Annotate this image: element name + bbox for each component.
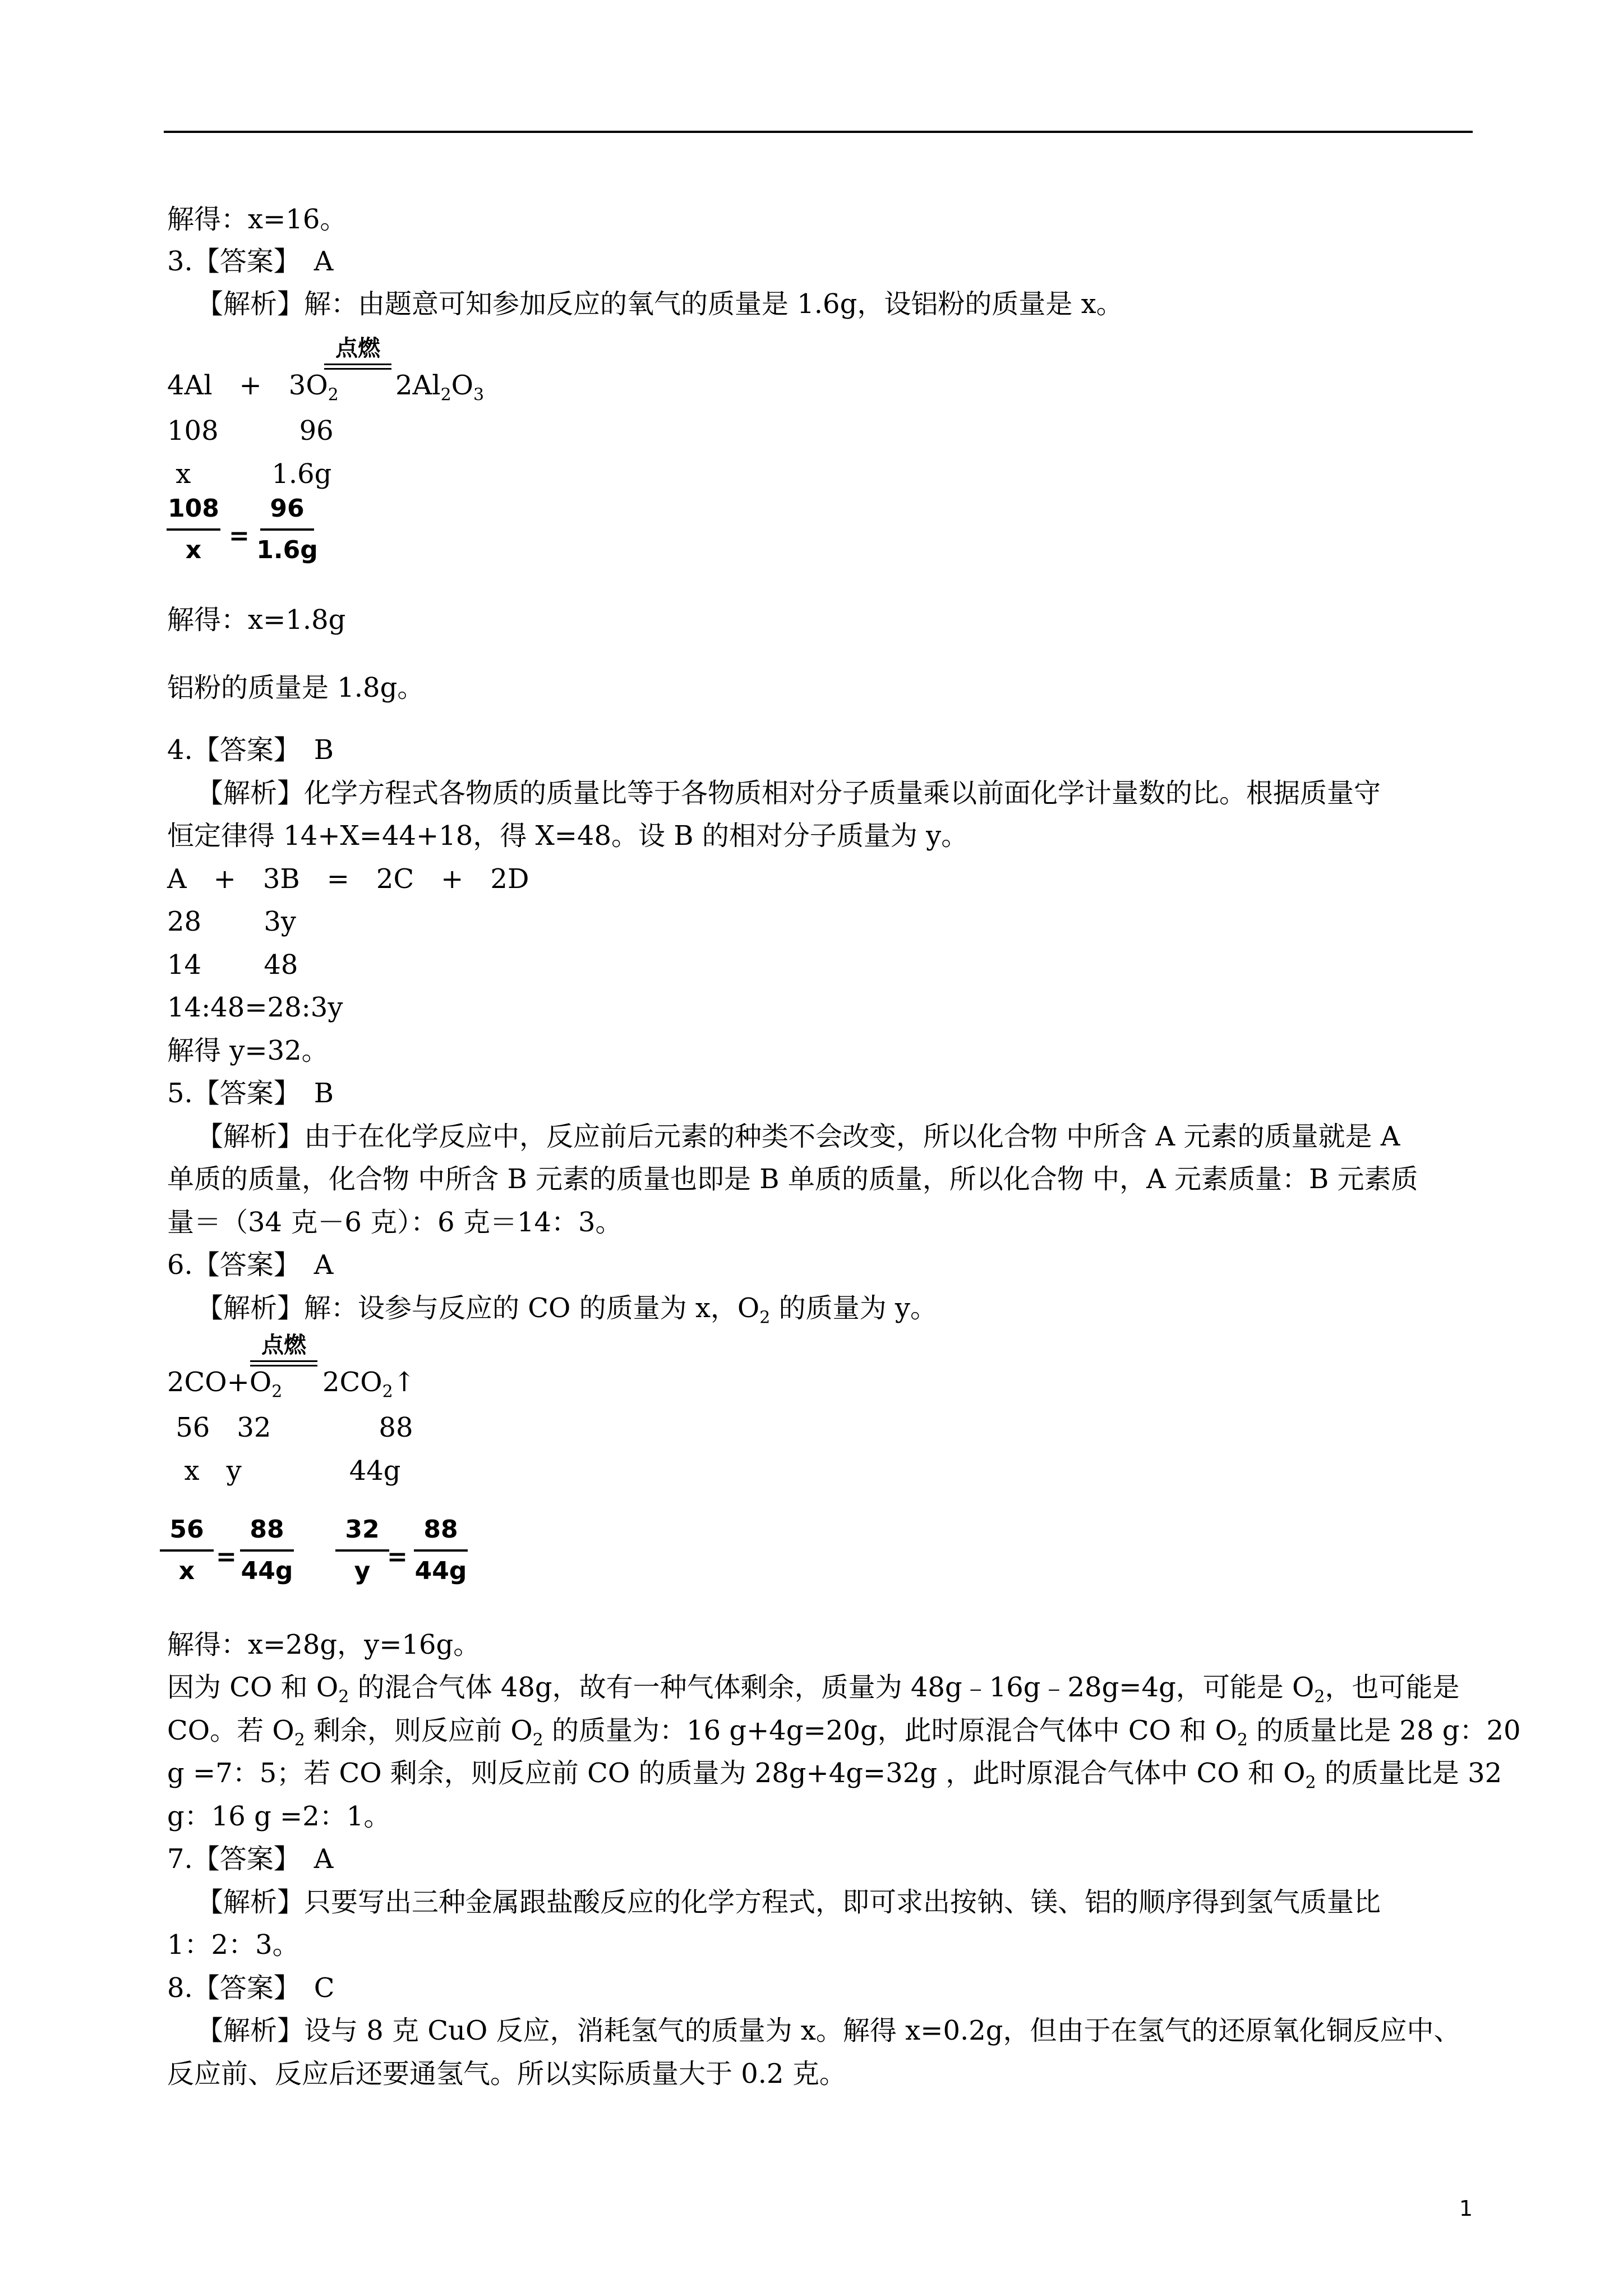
fraction: 96 1.6g (256, 494, 318, 564)
analysis-6: 【解析】解：设参与反应的 CO 的质量为 x，$O_2$ 的质量为 y。 (196, 1292, 938, 1328)
text-line: 单质的质量，化合物 中所含 B 元素的质量也即是 B 单质的质量，所以化合物 中，A 元素质量：B 元素质 (167, 1163, 1418, 1195)
text-line: 56 32 88 (167, 1412, 413, 1443)
header-rule (164, 131, 1473, 133)
text-line: 14:48=28:3y (167, 992, 343, 1023)
fraction: 88 44g (241, 1515, 293, 1585)
page-number: 1 (1459, 2196, 1473, 2221)
text-line: 铝粉的质量是 1.8g。 (167, 672, 425, 703)
analysis-3: 【解析】解：由题意可知参加反应的氧气的质量是 1.6g，设铝粉的质量是 x。 (196, 288, 1123, 320)
text-line: A + 3B = 2C + 2D (167, 863, 529, 895)
text-line: g =7：5；若 CO 剩余，则反应前 CO 的质量为 28g+4g=32g ，此时原混合气体中 CO 和 $O_2$ 的质量比是 32 (167, 1757, 1502, 1793)
analysis-8: 【解析】设与 8 克 CuO 反应，消耗氢气的质量为 x。解得 x=0.2g，但由于在氢气的还原氧化铜反应中、 (196, 2015, 1461, 2046)
answer-4: 4.【答案】 B (167, 734, 334, 766)
text-line: 解得：x=1.8g (167, 604, 346, 636)
text-line: 恒定律得 14+X=44+18，得 X=48。设 B 的相对分子质量为 y。 (167, 820, 969, 852)
text-line: x 1.6g (167, 458, 332, 490)
equation-2-product: $2CO_2↑$ (322, 1366, 416, 1402)
equals-sign: = (387, 1543, 408, 1571)
text-line: 14 48 (167, 949, 298, 981)
fraction: 88 44g (414, 1515, 467, 1585)
text-line: 因为 CO 和 $O_2$ 的混合气体 48g，故有一种气体剩余，质量为 48g﹣16g﹣28g=4g，可能是 $O_2$，也可能是 (167, 1672, 1460, 1707)
text-line: g：16 g =2：1。 (167, 1801, 391, 1832)
answer-5: 5.【答案】 B (167, 1078, 334, 1109)
text-line: 28 3y (167, 906, 296, 937)
equals-sign: = (216, 1543, 237, 1571)
reaction-condition: 点燃 (324, 335, 391, 370)
fraction: 32 y (334, 1515, 390, 1586)
answer-3: 3.【答案】 A (167, 246, 334, 277)
text-line: x y 44g (167, 1455, 401, 1487)
analysis-4: 【解析】化学方程式各物质的质量比等于各物质相对分子质量乘以前面化学计量数的比。根据质量守 (196, 777, 1381, 809)
equation-2: $2CO+O_2$ (167, 1366, 283, 1402)
answer-8: 8.【答案】 C (167, 1972, 335, 2004)
equation-1: 4Al + $3O_2$ (167, 370, 339, 405)
answer-7: 7.【答案】 A (167, 1843, 334, 1875)
text-line: 反应前、反应后还要通氢气。所以实际质量大于 0.2 克。 (167, 2058, 846, 2090)
equation-1-product: $2Al_2O_3$ (395, 370, 485, 405)
equals-sign: = (229, 522, 250, 550)
analysis-5: 【解析】由于在化学反应中，反应前后元素的种类不会改变，所以化合物 中所含 A 元素的质量就是 A (196, 1121, 1400, 1152)
reaction-condition: 点燃 (250, 1332, 317, 1366)
text-line: 108 96 (167, 415, 334, 447)
fraction: 108 x (165, 494, 222, 565)
fraction: 56 x (159, 1515, 215, 1586)
text-line: 解得：x=16。 (167, 204, 347, 235)
text-line: CO。若 $O_2$ 剩余，则反应前 $O_2$ 的质量为：16 g+4g=20g，此时原混合气体中 CO 和 $O_2$ 的质量比是 28 g：20 (167, 1715, 1521, 1750)
answer-6: 6.【答案】 A (167, 1249, 334, 1281)
text-line: 1：2：3。 (167, 1929, 299, 1961)
analysis-7: 【解析】只要写出三种金属跟盐酸反应的化学方程式，即可求出按钠、镁、铝的顺序得到氢气质量比 (196, 1887, 1381, 1918)
text-line: 解得 y=32。 (167, 1035, 329, 1066)
text-line: 解得：x=28g，y=16g。 (167, 1629, 481, 1660)
text-line: 量＝（34 克－6 克）：6 克＝14：3。 (167, 1207, 623, 1238)
